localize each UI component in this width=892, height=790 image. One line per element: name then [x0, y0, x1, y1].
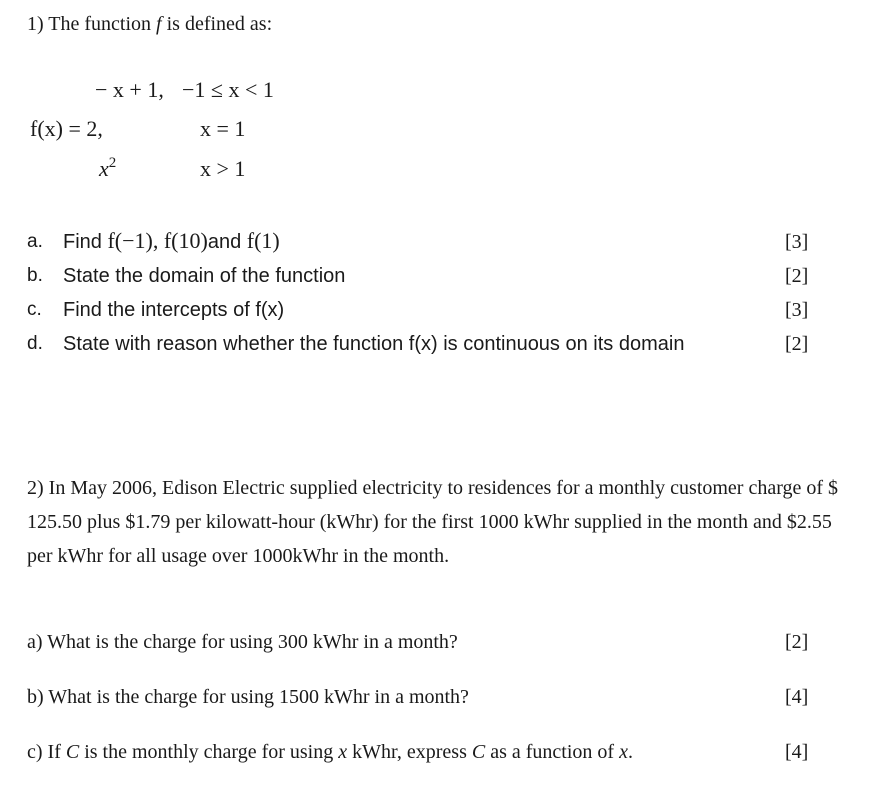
- q1-part-d-marks: [2]: [785, 333, 809, 355]
- q2-part-c-end: .: [627, 741, 633, 763]
- q2-paragraph: 2) In May 2006, Edison Electric supplied electricity to residences for a monthly customer charge of $ 125.50 plus $1.79 per kilowatt-hour (kWhr) for the first 1000 kWhr supplied in the month and $2.55 per kWhr for all usage over 1000kWhr in the month.: [27, 477, 839, 567]
- q2-part-c-var: C: [65, 741, 80, 763]
- q1-part-a-label: a.: [27, 231, 43, 252]
- q2-part-c-mid2: kWhr, express: [347, 741, 472, 763]
- piece-3-condition: x > 1: [200, 156, 246, 181]
- q1-part-c-marks: [3]: [785, 299, 809, 321]
- q1-part-d: State with reason whether the function f(x) is continuous on its domain: [63, 333, 685, 355]
- q1-part-a-mid: and: [207, 231, 247, 253]
- q1-part-a-math1: f(−1), f(10): [107, 228, 208, 253]
- q1-part-a-prefix: Find: [63, 231, 108, 253]
- piece-3-exponent: 2: [108, 155, 117, 171]
- q2-part-a: a) What is the charge for using 300 kWhr in a month?: [27, 631, 458, 653]
- q1-part-b-label: b.: [27, 265, 43, 286]
- q1-part-a: [63, 228, 280, 255]
- piece-1-expression: − x + 1,: [95, 77, 164, 102]
- piece-1-condition: −1 ≤ x < 1: [182, 77, 274, 102]
- q1-heading-fn: f: [156, 13, 162, 35]
- q1-part-b: State the domain of the function: [63, 265, 346, 287]
- q1-part-d-label: d.: [27, 333, 43, 354]
- piece-2-condition: x = 1: [200, 116, 246, 141]
- q1-heading-suffix: is defined as:: [161, 13, 273, 35]
- q2-part-a-marks: [2]: [785, 631, 809, 653]
- q1-part-a-marks: [3]: [785, 231, 809, 253]
- q2-part-c-pre: c) If: [27, 741, 66, 763]
- q2-part-c-mid: is the monthly charge for using: [79, 741, 339, 763]
- q1-part-b-marks: [2]: [785, 265, 809, 287]
- q1-part-c: Find the intercepts of f(x): [63, 299, 285, 321]
- q2-part-c-marks: [4]: [785, 741, 809, 763]
- q1-part-a-math2: f(1): [246, 228, 280, 253]
- q2-part-c: [27, 740, 633, 764]
- q2-part-b-marks: [4]: [785, 686, 809, 708]
- q1-heading: [27, 12, 272, 36]
- q2-part-c-x: x: [338, 741, 348, 763]
- piece-3-expression: [99, 156, 116, 185]
- q2-part-b: b) What is the charge for using 1500 kWhr in a month?: [27, 686, 469, 708]
- q2-part-c-mid3: as a function of: [485, 741, 620, 763]
- q1-heading-prefix: 1) The function: [27, 13, 157, 35]
- piece-3-base: x: [99, 156, 109, 181]
- piecewise-lhs: f(x) = 2,: [30, 116, 103, 141]
- q1-part-c-label: c.: [27, 299, 42, 320]
- q2-part-c-var2: C: [471, 741, 486, 763]
- q2-part-c-x2: x: [619, 741, 628, 763]
